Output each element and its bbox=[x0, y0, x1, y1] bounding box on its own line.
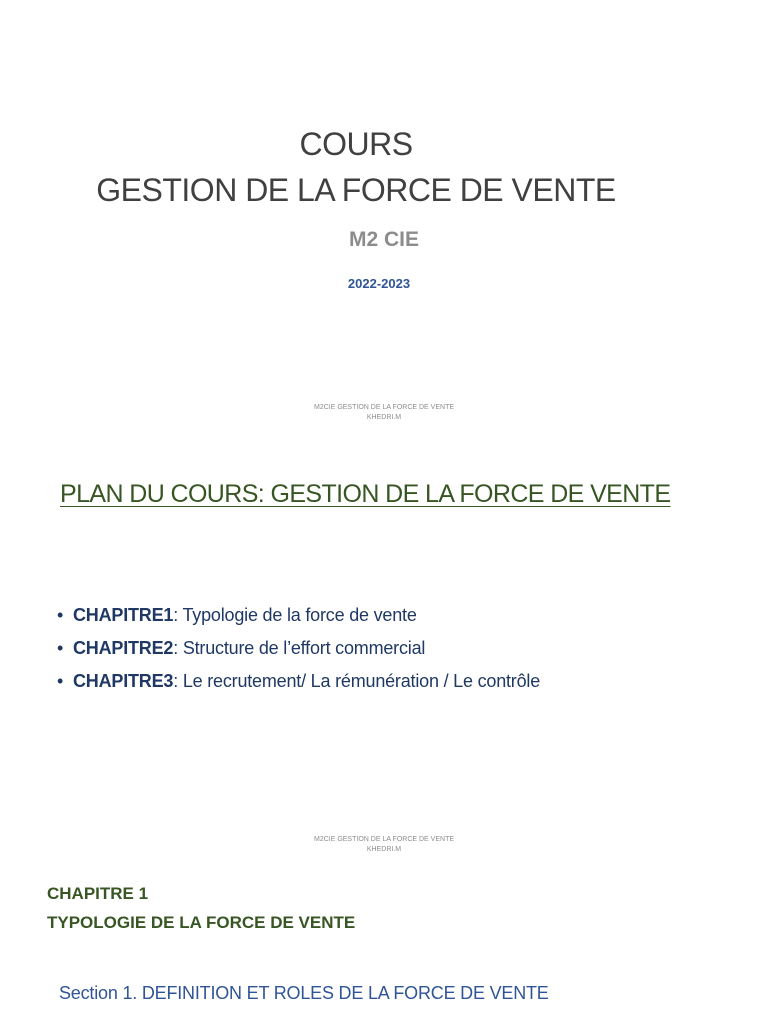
chapter-text: : Structure de l’effort commercial bbox=[173, 638, 426, 658]
slide-footer bbox=[0, 835, 768, 855]
footer-author: KHEDRI.M bbox=[366, 414, 402, 421]
chapter-label: CHAPITRE2 bbox=[73, 638, 174, 658]
footer-course: M2CIE GESTION DE LA FORCE DE VENTE bbox=[313, 404, 455, 411]
list-item bbox=[57, 636, 540, 669]
academic-year: 2022-2023 bbox=[347, 276, 411, 291]
bullet-icon: • bbox=[57, 638, 64, 658]
course-title-line2: GESTION DE LA FORCE DE VENTE bbox=[96, 172, 616, 208]
chapter-text: : Typologie de la force de vente bbox=[173, 605, 417, 625]
footer-course: M2CIE GESTION DE LA FORCE DE VENTE bbox=[313, 836, 455, 843]
chapter-text: : Le recrutement/ La rémunération / Le contrôle bbox=[173, 671, 541, 691]
chapter-subheading: TYPOLOGIE DE LA FORCE DE VENTE bbox=[47, 913, 356, 932]
chapter-label: CHAPITRE3 bbox=[73, 671, 174, 691]
list-item bbox=[57, 603, 540, 636]
bullet-icon: • bbox=[57, 671, 64, 691]
slide-footer bbox=[0, 403, 768, 423]
chapter-heading: CHAPITRE 1 bbox=[47, 884, 149, 903]
course-title-line1: COURS bbox=[299, 126, 413, 162]
list-item bbox=[57, 669, 540, 702]
chapter-label: CHAPITRE1 bbox=[73, 605, 174, 625]
section-title: Section 1. DEFINITION ET ROLES DE LA FORCE DE VENTE bbox=[59, 983, 549, 1003]
plan-title: PLAN DU COURS: GESTION DE LA FORCE DE VENTE bbox=[60, 480, 671, 508]
chapter-list bbox=[57, 603, 540, 702]
course-subtitle: M2 CIE bbox=[348, 228, 419, 251]
footer-author: KHEDRI.M bbox=[366, 846, 402, 853]
bullet-icon: • bbox=[57, 605, 64, 625]
